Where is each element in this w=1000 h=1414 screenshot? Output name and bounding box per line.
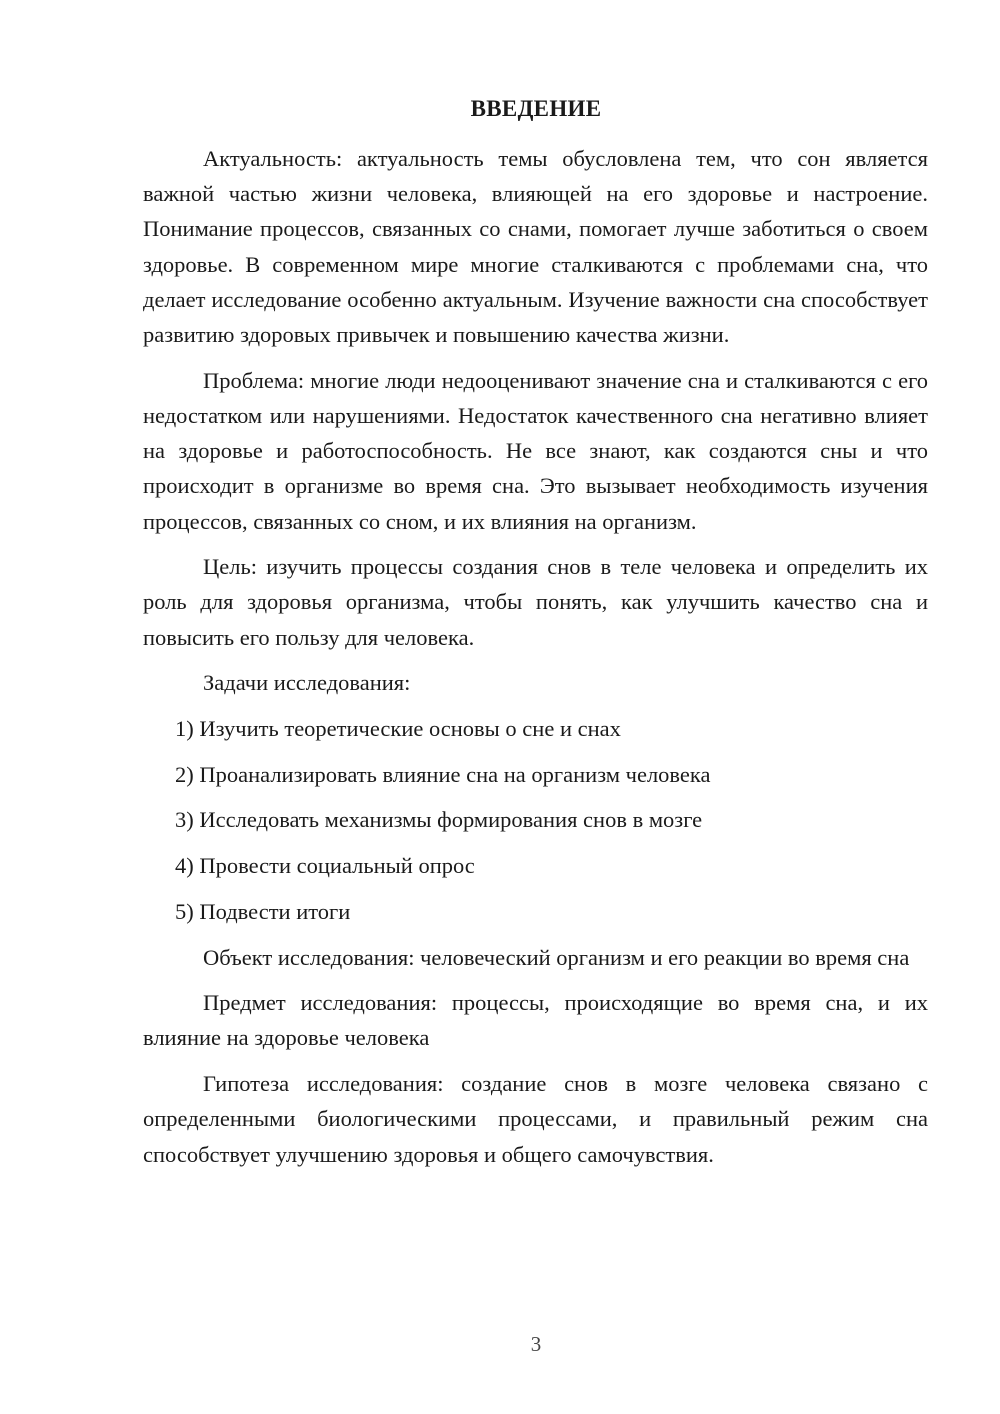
page-title: ВВЕДЕНИЕ [470,96,602,121]
tasks-list [143,711,928,929]
problem-paragraph: Проблема: многие люди недооценивают значение сна и сталкиваются с его недостатком или нарушениями. Недостаток качественного сна негативно влияет на здоровье и работоспособность. Не все знают, как создаются сны и что происходит в организме во время сна. Это вызывает необходимость изучения процессов, связанных со сном, и их влияния на организм. [143,367,928,534]
tasks-label: Задачи исследования: [203,670,411,696]
list-item: 2) Проанализировать влияние сна на организм человека [175,761,711,787]
goal-paragraph: Цель: изучить процессы создания снов в теле человека и определить их роль для здоровья организма, чтобы понять, как улучшить качество сна и повысить его пользу для человека. [143,554,928,650]
object-paragraph: Объект исследования: человеческий организм и его реакции во время сна [203,944,910,970]
list-item: 3) Исследовать механизмы формирования снов в мозге [175,807,703,833]
list-item: 4) Провести социальный опрос [175,853,475,879]
page-number: 3 [530,1332,542,1356]
subject-paragraph: Предмет исследования: процессы, происходящие во время сна, и их влияние на здоровье человека [143,990,928,1051]
hypothesis-paragraph: Гипотеза исследования: создание снов в мозге человека связано с определенными биологическими процессами, и правильный режим сна способствует улучшению здоровья и общего самочувствия. [143,1071,928,1167]
list-item: 1) Изучить теоретические основы о сне и снах [175,716,621,742]
relevance-paragraph: Актуальность: актуальность темы обусловлена тем, что сон является важной частью жизни человека, влияющей на его здоровье и настроение. Понимание процессов, связанных со снами, помогает лучше заботиться о своем здоровье. В современном мире многие сталкиваются с проблемами сна, что делает исследование особенно актуальным. Изучение важности сна способствует развитию здоровых привычек и повышению качества жизни. [143,146,928,348]
document-body [143,141,928,1182]
list-item: 5) Подвести итоги [175,898,351,924]
